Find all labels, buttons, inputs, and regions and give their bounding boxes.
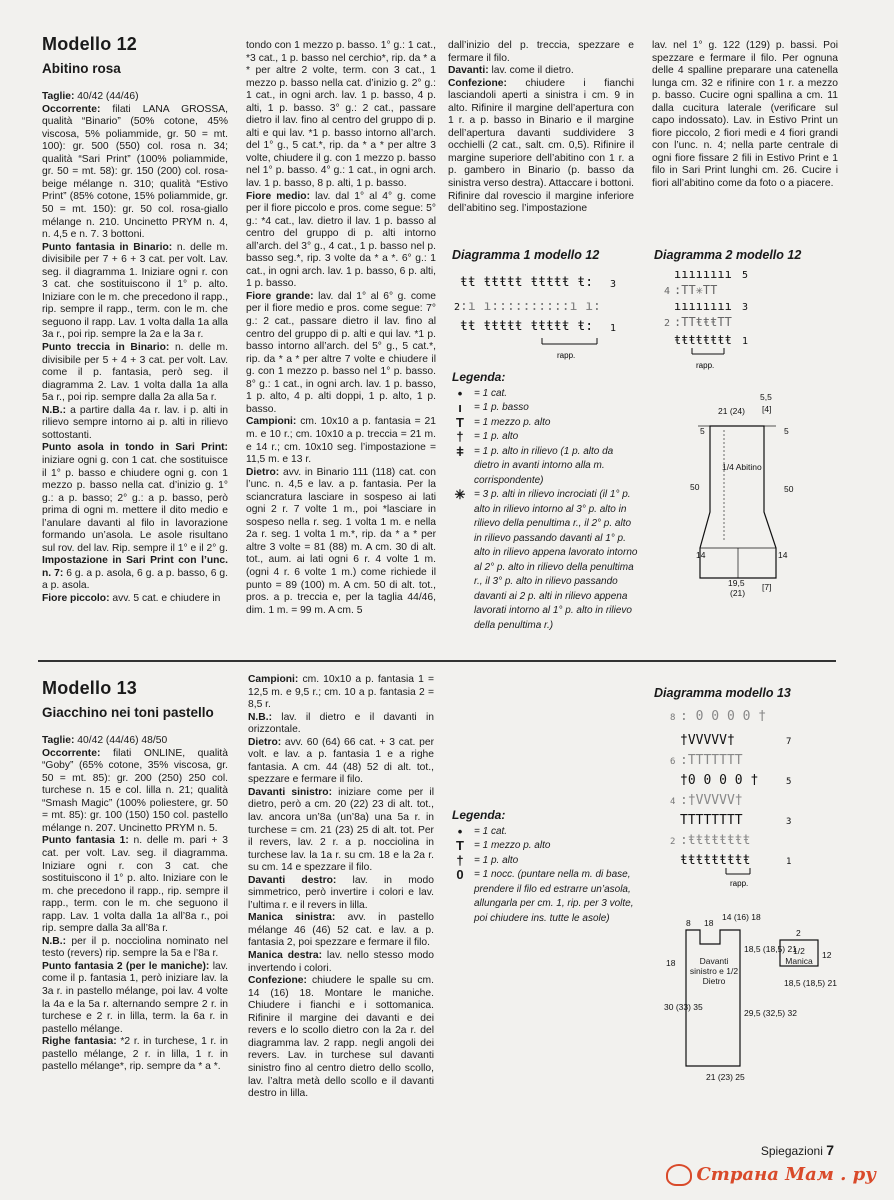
model13-col2 <box>248 674 434 1101</box>
schema-m: [7] <box>762 582 772 592</box>
section-divider <box>38 660 836 662</box>
model12-text-col3 <box>448 40 634 216</box>
model13-col1 <box>42 678 228 1074</box>
watermark <box>666 1164 876 1186</box>
legend-symbol-icon: ı <box>458 400 462 415</box>
paragraph <box>42 555 228 593</box>
paragraph-text: lav. il dietro e il davanti in orizzontale. <box>248 711 434 736</box>
legend-text: = 1 nocc. (puntare nella m. di base, prendere il filo ed estrarre un’asola, allungarla per cm. 1, rip. per 3 volte, poi chiudere ins. tutte le asole) <box>474 869 634 924</box>
model12-col3 <box>448 40 634 216</box>
paragraph-text: *2 r. in turchese, 1 r. in pastello mélange, 2 r. in lilla, 1 r. in pastello mélange*, rip. sempre da * a *. <box>42 1036 228 1073</box>
diagram1-num3: 3 <box>610 279 617 290</box>
paragraph-text: lav. come il dietro. <box>488 65 574 77</box>
paragraph-text: cm. 10x10 a p. fantasia 1 = 12,5 m. e 9,5 r.; cm. 10 a p. fantasia 2 = 8,5 r. <box>248 674 434 711</box>
legend-symbol-icon: T <box>456 414 464 430</box>
paragraph-text: lav. dal 1° al 6° g. come per il fiore medio e pros. come segue: 7° g.: 2 cat., passare dietro il lav. fino al centro del gruppo di p. alti e qui lav. *1 p. basso intorno all’arch. del 5° g., 5 cat.*, rip. da * a * per altre 7 volte e chiudere il g. con 1 mezzo p. basso nel 1° p. basso. 8° g.: 1 cat., in ogni arch. lav. 1 p. basso, 1 p. alto, 4 p. alti doppi, 1 p. alto, 1 p. basso. <box>246 290 437 415</box>
d13-num4: 4 <box>670 797 676 807</box>
diagram2-row3: ıııııııı <box>674 299 732 313</box>
model12-legend <box>452 370 640 633</box>
paragraph-heading: Occorrente: <box>42 103 101 115</box>
model13-legend-title: Legenda: <box>452 808 506 822</box>
model12-legend-title: Legenda: <box>452 370 506 384</box>
paragraph <box>246 191 436 291</box>
paragraph-text: n. delle m. divisibile per 7 + 6 + 3 cat. per volt. Lav. seg. il diagramma 1. Iniziare ogni r. con 3 cat. che sostituiscono il 1° p. alto. Iniziare con le m. che precedono il rapp., rip. sempre il rapp., term. con le m. che seguono il rapp. Lav. 1 volta dalla 1a alla 3a r., poi rip. sempre la 2a e la 3a r. <box>42 241 228 341</box>
model13-title: Modello 13 <box>42 678 138 698</box>
paragraph <box>246 416 436 466</box>
d13-row2: :ŧŧŧŧŧŧŧŧ <box>680 833 751 848</box>
paragraph-text: 40/42 (44/46) 48/50 <box>74 735 168 747</box>
schema-d: 5 <box>700 426 705 436</box>
legend-symbol-icon: • <box>457 385 463 401</box>
s13-dim-length: 30 (33) 35 <box>664 1002 703 1012</box>
paragraph-heading: Punto treccia in Binario: <box>42 342 170 354</box>
paragraph <box>248 787 434 875</box>
s13-front-label: Davanti sinistro e 1/2 Dietro <box>689 956 739 986</box>
paragraph-heading: Punto asola in tondo in Sari Print: <box>42 442 228 454</box>
paragraph <box>248 712 434 737</box>
paragraph-heading: Confezione: <box>248 975 307 987</box>
legend-symbol-icon: • <box>457 823 463 839</box>
model12-subtitle: Abitino rosa <box>42 60 121 76</box>
legend-row <box>452 416 640 431</box>
legend-row <box>452 488 640 633</box>
legend-symbol-icon: † <box>456 852 464 868</box>
legend-text: = 1 mezzo p. alto <box>474 416 551 428</box>
paragraph-heading: Campioni: <box>246 416 297 428</box>
paragraph-text: dall’inizio del p. treccia, spezzare e fermare il filo. <box>448 40 634 64</box>
paragraph-heading: Davanti: <box>448 65 489 77</box>
watermark-text: Страна Мам . ру <box>696 1164 876 1185</box>
paragraph-text: avv. 60 (64) 66 cat. + 3 cat. per volt. e lav. a p. fantasia 1 e a righe fantasia. A cm. 44 (48) 52 di alt. tot., spezzare e fermare il filo. <box>248 736 434 786</box>
paragraph <box>248 875 434 913</box>
legend-row <box>452 868 638 926</box>
d13-num8: 8 <box>670 713 676 723</box>
paragraph-text: n. delle m. pari + 3 cat. per volt. Lav. seg. il diagramma. Iniziare ogni r. con 3 cat. che sostituiscono il 1° p. alto. Iniziare con le m. che precedono il rapp., rip. sempre il rapp., term. con le m. che seguono il rapp. Lav. 1 volta dalla 1a all’8a r., poi rip. sempre dalla 3a all’8a r. <box>42 835 228 935</box>
paragraph-text: chiudere i fianchi lasciandoli aperti a sinistra i cm. 9 in alto. Rifinire il margine dell’apertura con 1 r. a p. basso in Binario e il margine dell’apertura davanti suddividere 3 occhielli (2 cat., salt. cm. 0,5). Rifinire il margine superiore dell’abitino con 1 r. a p. gambero in Binario (p. basso da sinistra verso destra). Attaccare i bottoni. Rifinire dal rovescio il margine inferiore dell’abitino seg. l’impostazione <box>448 77 634 215</box>
model12-title: Modello 12 <box>42 34 138 54</box>
model12-schema <box>680 392 820 604</box>
legend-row <box>452 839 638 854</box>
s13-dim-width: 21 (23) 25 <box>706 1072 745 1082</box>
diagram1-rapp: rapp. <box>557 351 576 360</box>
model13-text-col2 <box>248 674 434 1101</box>
model13-subtitle: Giacchino nei toni pastello <box>42 704 214 720</box>
legend-text: = 1 cat. <box>474 387 508 399</box>
schema-j: 19,5 <box>728 578 745 588</box>
paragraph-text: lav. come il p. fantasia 1, però iniziare lav. la 3a r. in pastello mélange, poi lav. 4 volte la 4a e la 5a r. alternando sempre 2 r. in turchese e 2 r. in lilla, term. la 6a r. in pastello mélange. <box>42 960 228 1035</box>
paragraph <box>42 748 228 836</box>
paragraph-text: iniziare come per il dietro, però a cm. 20 (22) 23 di alt. tot., lav. ancora un’8a (un’8a) una 5a r. in turchese = cm. 21 (23) 25 di alt. tot. Per il revers, lav. 2 r. a p. nocciolina in turchese lav. la 1a r. su cm. 18 e la 2a r. su cm. 14 e spezzare il filo. <box>248 786 434 874</box>
diagram13-rapp: rapp. <box>730 879 749 888</box>
model12-col2 <box>246 40 436 617</box>
s13-dim-8: 8 <box>686 918 691 928</box>
paragraph <box>42 91 228 104</box>
s13-dim-armhole: 18,5 (18,5) 21 <box>744 944 797 954</box>
diagram1-row1: ŧŧ ŧŧŧŧŧ ŧŧŧŧŧ ŧ: <box>460 319 594 334</box>
s13-dim-18a: 18 <box>704 918 714 928</box>
schema-f: 50 <box>690 482 700 492</box>
paragraph <box>448 65 634 78</box>
schema-c: 21 (24) <box>718 406 745 416</box>
diagram1-title: Diagramma 1 modello 12 <box>452 248 600 262</box>
diagram2-num1: 1 <box>742 336 749 347</box>
s13-dim-12: 12 <box>822 950 832 960</box>
legend-row <box>452 401 640 416</box>
d13-num2: 2 <box>670 837 676 847</box>
page-footer <box>761 1142 834 1158</box>
paragraph <box>42 835 228 935</box>
paragraph-heading: Fiore medio: <box>246 190 310 202</box>
paragraph-heading: N.B.: <box>248 711 273 723</box>
diagram1-chart <box>452 266 637 366</box>
diagram13-chart <box>670 704 810 894</box>
model13-legend-list <box>452 825 638 927</box>
model12-col4 <box>652 40 838 191</box>
diagram2-row2: :TTŧŧŧTT <box>674 315 732 329</box>
diagram1-num1: 1 <box>610 323 617 334</box>
d13-row1: ŧŧŧŧŧŧŧŧŧ <box>680 853 751 868</box>
paragraph-heading: Dietro: <box>246 466 280 478</box>
paragraph-text: lav. in modo simmetrico, però invertire i colori e lav. l’ultima r. e il revers in lilla. <box>248 874 434 911</box>
diagram13-title: Diagramma modello 13 <box>654 686 791 700</box>
paragraph <box>246 467 436 618</box>
diagram2-title: Diagramma 2 modello 12 <box>654 248 802 262</box>
model12-legend-list <box>452 387 640 634</box>
s13-dim-sleeve: 18,5 (18,5) 21 <box>784 978 837 988</box>
paragraph-heading: Dietro: <box>248 736 282 748</box>
paragraph <box>652 40 838 191</box>
paragraph-heading: Confezione: <box>448 77 507 89</box>
schema-e: 5 <box>784 426 789 436</box>
d13-row4: :†VVVVV† <box>680 793 743 808</box>
paragraph <box>448 40 634 65</box>
diagram2-num5: 5 <box>742 270 749 281</box>
model12-text-col2 <box>246 40 436 617</box>
s13-dim-18b: 18 <box>666 958 676 968</box>
schema-k: (21) <box>730 588 746 598</box>
paragraph <box>42 961 228 1036</box>
schema-a: 5,5 <box>760 392 772 402</box>
diagram2-num2: 2 <box>664 318 671 329</box>
schema-label: 1/4 Abitino <box>722 462 762 472</box>
diagram2-row5: ıııııııı <box>674 267 732 281</box>
legend-row <box>452 387 640 402</box>
schema-g: 50 <box>784 484 794 494</box>
paragraph <box>248 737 434 787</box>
paragraph <box>246 40 436 191</box>
paragraph-text: avv. 5 cat. e chiudere in <box>109 592 221 604</box>
paragraph <box>248 912 434 950</box>
paragraph-heading: N.B.: <box>42 935 67 947</box>
paragraph <box>42 242 228 342</box>
paragraph <box>42 936 228 961</box>
s13-dim-shoulder: 14 (16) 18 <box>722 912 761 922</box>
paragraph-heading: Righe fantasia: <box>42 1036 117 1048</box>
paragraph-heading: Manica sinistra: <box>248 912 336 924</box>
legend-row <box>452 854 638 869</box>
legend-symbol-icon: ✳ <box>454 487 466 502</box>
s13-dim-side: 29,5 (32,5) 32 <box>744 1008 797 1018</box>
paragraph <box>42 735 228 748</box>
paragraph-heading: Occorrente: <box>42 747 101 759</box>
paragraph <box>448 78 634 216</box>
legend-text: = 1 p. alto in rilievo (1 p. alto da dietro in avanti intorno alla m. corrispondente) <box>474 445 614 486</box>
d13-row5: †0 0 0 0 † <box>680 773 759 788</box>
d13-num6: 6 <box>670 757 676 767</box>
paragraph-heading: Impostazione in Sari Print con l’unc. n. 7: <box>42 555 228 579</box>
d13-num1: 1 <box>786 857 792 867</box>
paragraph-text: 6 g. a p. asola, 6 g. a p. basso, 6 g. a p. asola. <box>42 567 229 592</box>
paragraph-text: avv. in pastello mélange 46 (46) 52 cat. e lav. a p. fantasia 2, poi spezzare e fermare il filo. <box>248 912 435 949</box>
paragraph-text: lav. nel 1° g. 122 (129) p. bassi. Poi spezzare e fermare il filo. Per ognuna delle 4 spalline preparare una catenella lunga cm. 32 e rifinire con 1 r. a mezzo p. basso. Cucire ogni spallina a cm. 11 dalla cucitura laterale (verificare sul capo indossato). Lav. in Estivo Print un fiore piccolo, 2 fiori medi e 4 fiori grandi con l’unc. n. 4; nella parte centrale di ogni fiore fissare 2 fili in Estivo Print e 1 filo in Sari Print lunghi cm. 26. Cucire i fiori all’abitino come da foto o a piacere. <box>652 40 838 190</box>
d13-row3: TTTTTTTT <box>680 813 743 828</box>
model12-col1 <box>42 34 229 606</box>
cat-logo-icon <box>666 1164 692 1186</box>
legend-text: = 1 cat. <box>474 825 508 837</box>
paragraph-heading: Davanti destro: <box>248 874 337 886</box>
paragraph <box>42 593 228 606</box>
model12-text-col4 <box>652 40 838 191</box>
paragraph-text: a partire dalla 4a r. lav. i p. alti in rilievo sempre intorno ai p. alti in rilievo sottostanti. <box>42 404 228 441</box>
model13-schema <box>660 906 840 1088</box>
legend-symbol-icon: ǂ <box>456 443 464 459</box>
paragraph-heading: Campioni: <box>248 674 299 685</box>
paragraph-text: per il p. nocciolina nominato nel testo (revers) rip. sempre la 5a e l’8a r. <box>42 935 228 960</box>
paragraph <box>246 291 436 416</box>
paragraph-text: n. delle m. divisibile per 5 + 4 + 3 cat. per volt. Lav. come il p. fantasia, però seg. il diagramma 2. Lav. 1 volta dalla 1a alla 5a r., poi rip. sempre dalla 2a alla 5a r. <box>42 342 228 404</box>
legend-symbol-icon: 0 <box>456 867 464 882</box>
legend-text: = 1 p. basso <box>474 402 529 413</box>
legend-row <box>452 430 640 445</box>
paragraph-heading: Punto fantasia 1: <box>42 835 129 847</box>
paragraph <box>42 1036 228 1074</box>
paragraph-heading: Punto fantasia 2 (per le maniche): <box>42 960 210 972</box>
d13-num5: 5 <box>786 777 792 787</box>
model12-text-col1 <box>42 91 228 605</box>
paragraph <box>42 104 228 242</box>
legend-row <box>452 445 640 489</box>
diagram2-num4: 4 <box>664 286 671 297</box>
paragraph-heading: N.B.: <box>42 404 67 416</box>
paragraph-heading: Taglie: <box>42 735 75 747</box>
paragraph-heading: Punto fantasia in Binario: <box>42 241 173 253</box>
model13-legend <box>452 808 638 926</box>
paragraph-text: tondo con 1 mezzo p. basso. 1° g.: 1 cat., *3 cat., 1 p. basso nel cerchio*, rip. da * a * per altre 2 volte, term. con 3 cat., 1 mezzo p. basso nella cat. d’inizio g. 2° g.: 1 cat., in ogni arch. lav. 1 p. basso, 4 p. alti, 1 p. basso. 3° g.: 2 cat., passare dietro il lav. fino al centro del gruppo di p. alti e qui lav. *1 p. basso intorno all’arch. del 1° g., 5 cat.*, rip. da * a * per altre 3 volte, chiudere il g. con 1 mezzo p. basso nel 1° p. basso. 4° g.: 1 cat., in ogni arch. lav. 1 p. basso, 8 p. alti, 1 p. basso. <box>246 40 436 190</box>
paragraph-text: avv. in Binario 111 (118) cat. con l’unc. n. 4,5 e lav. a p. fantasia. Per la sciancratura lasciare in sospeso ai lati ogni 2 r. 7 volte 1 m., poi *lasciare in sospeso nella r. seg. 1 volta 1 m. e nella 2a r. seg. 1 volta 1 m.*, rip. da * a * per altre 3 volte = 81 (88) m. A cm. 30 di alt. tot., aum. ai lati ogni 6 r. 4 volte 1 m. (ogni 4 r. 6 volte 1 m.) come richiede il punto = 89 (100) m. A cm. 50 di alt. tot., pros. a p. treccia e, per la taglia 44/46, dim. 1 m. = 99 m. A cm. 5 <box>246 466 436 616</box>
paragraph-heading: Taglie: <box>42 91 75 103</box>
legend-symbol-icon: † <box>456 429 464 444</box>
diagram1-num2: 2 <box>454 302 461 313</box>
diagram1-row2: :ı ı::::::::::ı ı: <box>460 299 601 314</box>
paragraph-heading: Fiore piccolo: <box>42 592 110 604</box>
s13-sleeve-label: 1/2 Manica <box>785 946 813 966</box>
paragraph-text: 40/42 (44/46) <box>74 91 139 103</box>
paragraph-heading: Davanti sinistro: <box>248 786 332 798</box>
schema-b: [4] <box>762 404 772 414</box>
d13-num7: 7 <box>786 737 792 747</box>
s13-dim-2: 2 <box>796 928 801 938</box>
diagram2-row1: ŧŧŧŧŧŧŧŧ <box>674 333 732 347</box>
schema-i: 14 <box>778 550 788 560</box>
diagram2-row4: :TT✳TT <box>674 283 718 297</box>
diagram2-chart <box>664 264 764 376</box>
legend-symbol-icon: T <box>456 838 464 853</box>
diagram2-num3: 3 <box>742 302 749 313</box>
paragraph-text: cm. 10x10 a p. fantasia = 21 m. e 10 r.; cm. 10x10 a p. treccia = 21 m. e 14 r.; cm. 10x10 seg. l’impostazione = 11,5 m. e 13 r. <box>246 416 436 466</box>
paragraph-text: filati ONLINE, qualità “Goby” (65% cotone, 35% viscosa, gr. 50 = mt. 85): gr. 200 (250) 250 col. turchese n. 15 e col. lilla n. 21; qualità “Smash Magic” (100% poliestere, gr. 50 = mt. 85): gr. 100 (150) 150 col. pastello mélange n. 207. Uncinetto PRYM n. 5. <box>42 747 228 834</box>
paragraph <box>248 975 434 1100</box>
paragraph <box>42 442 228 555</box>
paragraph <box>248 674 434 712</box>
model13-text-col1 <box>42 735 228 1074</box>
paragraph <box>42 342 228 405</box>
legend-text: = 1 p. alto <box>474 431 519 442</box>
paragraph <box>42 405 228 443</box>
paragraph-heading: Fiore grande: <box>246 290 314 302</box>
diagram1-row3: ŧŧ ŧŧŧŧŧ ŧŧŧŧŧ ŧ: <box>460 275 594 290</box>
d13-row7: †VVVVV† <box>680 733 735 748</box>
legend-row <box>452 825 638 840</box>
paragraph-text: iniziare ogni g. con 1 cat. che sostituisce il 1° p. basso e chiudere ogni g. con 1 mezzo p. basso nella cat. d’inizio g. 1° g.: a p. basso; 2° g.: a p. basso, però prima di ogni m. mettere il dito medio e l’anulare davanti al filo in lavorazione formando un’asola. Le asole risultano sul rov. del lav. Rip. sempre il 1° e il 2° g. <box>42 454 228 554</box>
legend-text: = 1 p. alto <box>474 854 519 866</box>
paragraph-text: lav. dal 1° al 4° g. come per il fiore piccolo e pros. come segue: 5° g.: *4 cat., lav. dietro il lav. 1 p. basso al centro del gruppo di p. alti intorno all’arch. del 3° g., 4 cat., 1 p. basso nel p. basso seg.*, rip. 3 volte da * a *. 6° g.: 1 cat., in ogni arch. lav. 1 p. basso, 6 p. alti, 1 p. basso. <box>246 190 436 290</box>
paragraph-text: chiudere le spalle su cm. 14 (16) 18. Montare le maniche. Chiudere i fianchi e i sottomanica. Rifinire il margine dei davanti e dei revers e lo scollo dietro con la 2a r. del diagramma lav. 2 rapp. negli angoli dei revers. Lav. in turchese sul davanti sinistro fino al centro dietro dello scollo, lav. l’altra metà dello scollo e il davanti destro in lilla. <box>248 975 434 1100</box>
d13-num3: 3 <box>786 817 792 827</box>
schema-h: 14 <box>696 550 706 560</box>
page-number: 7 <box>826 1142 834 1158</box>
paragraph-heading: Manica destra: <box>248 950 323 962</box>
legend-text: = 3 p. alti in rilievo incrociati (il 1° p. alto in rilievo intorno al 3° p. alto in rilievo della penultima r., il 2° p. alto in rilievo passando davanti al 1° p. alto in rilievo appena lavorato intorno al 2° p. alto in rilievo della penultima r., il 3° p. alto in rilievo passando davanti ai 2 p. alti in rilievo appena lavorati intorno al 1° p. alto in rilievo della penultima r.) <box>474 489 638 631</box>
d13-row6: :TTTTTTT <box>680 753 743 768</box>
d13-row8: : 0 0 0 0 † <box>680 709 767 724</box>
paragraph <box>248 950 434 975</box>
legend-text: = 1 mezzo p. alto <box>474 840 551 851</box>
diagram2-rapp: rapp. <box>696 361 715 370</box>
footer-section: Spiegazioni <box>760 1144 823 1158</box>
paragraph-text: filati LANA GROSSA, qualità “Binario” (50% cotone, 45% viscosa, 5% poliammide, gr. 50 = mt. 100): gr. 500 (550) col. rosa n. 34; qualità “Sari Print” (100% poliammide, gr. 50 = mt. 58): gr. 150 (200) col. rosa-beige mélange n. 310; qualità “Estivo Print” (85% cotone, 15% poliammide, gr. 50 = mt. 150): gr. 50 col. rosa-giallo mélange n. 210. Uncinetto PRYM n. 4, n. 4,5 e n. 7. 3 bottoni. <box>42 103 228 241</box>
paragraph-text: lav. nello stesso modo invertendo i colori. <box>248 950 434 974</box>
